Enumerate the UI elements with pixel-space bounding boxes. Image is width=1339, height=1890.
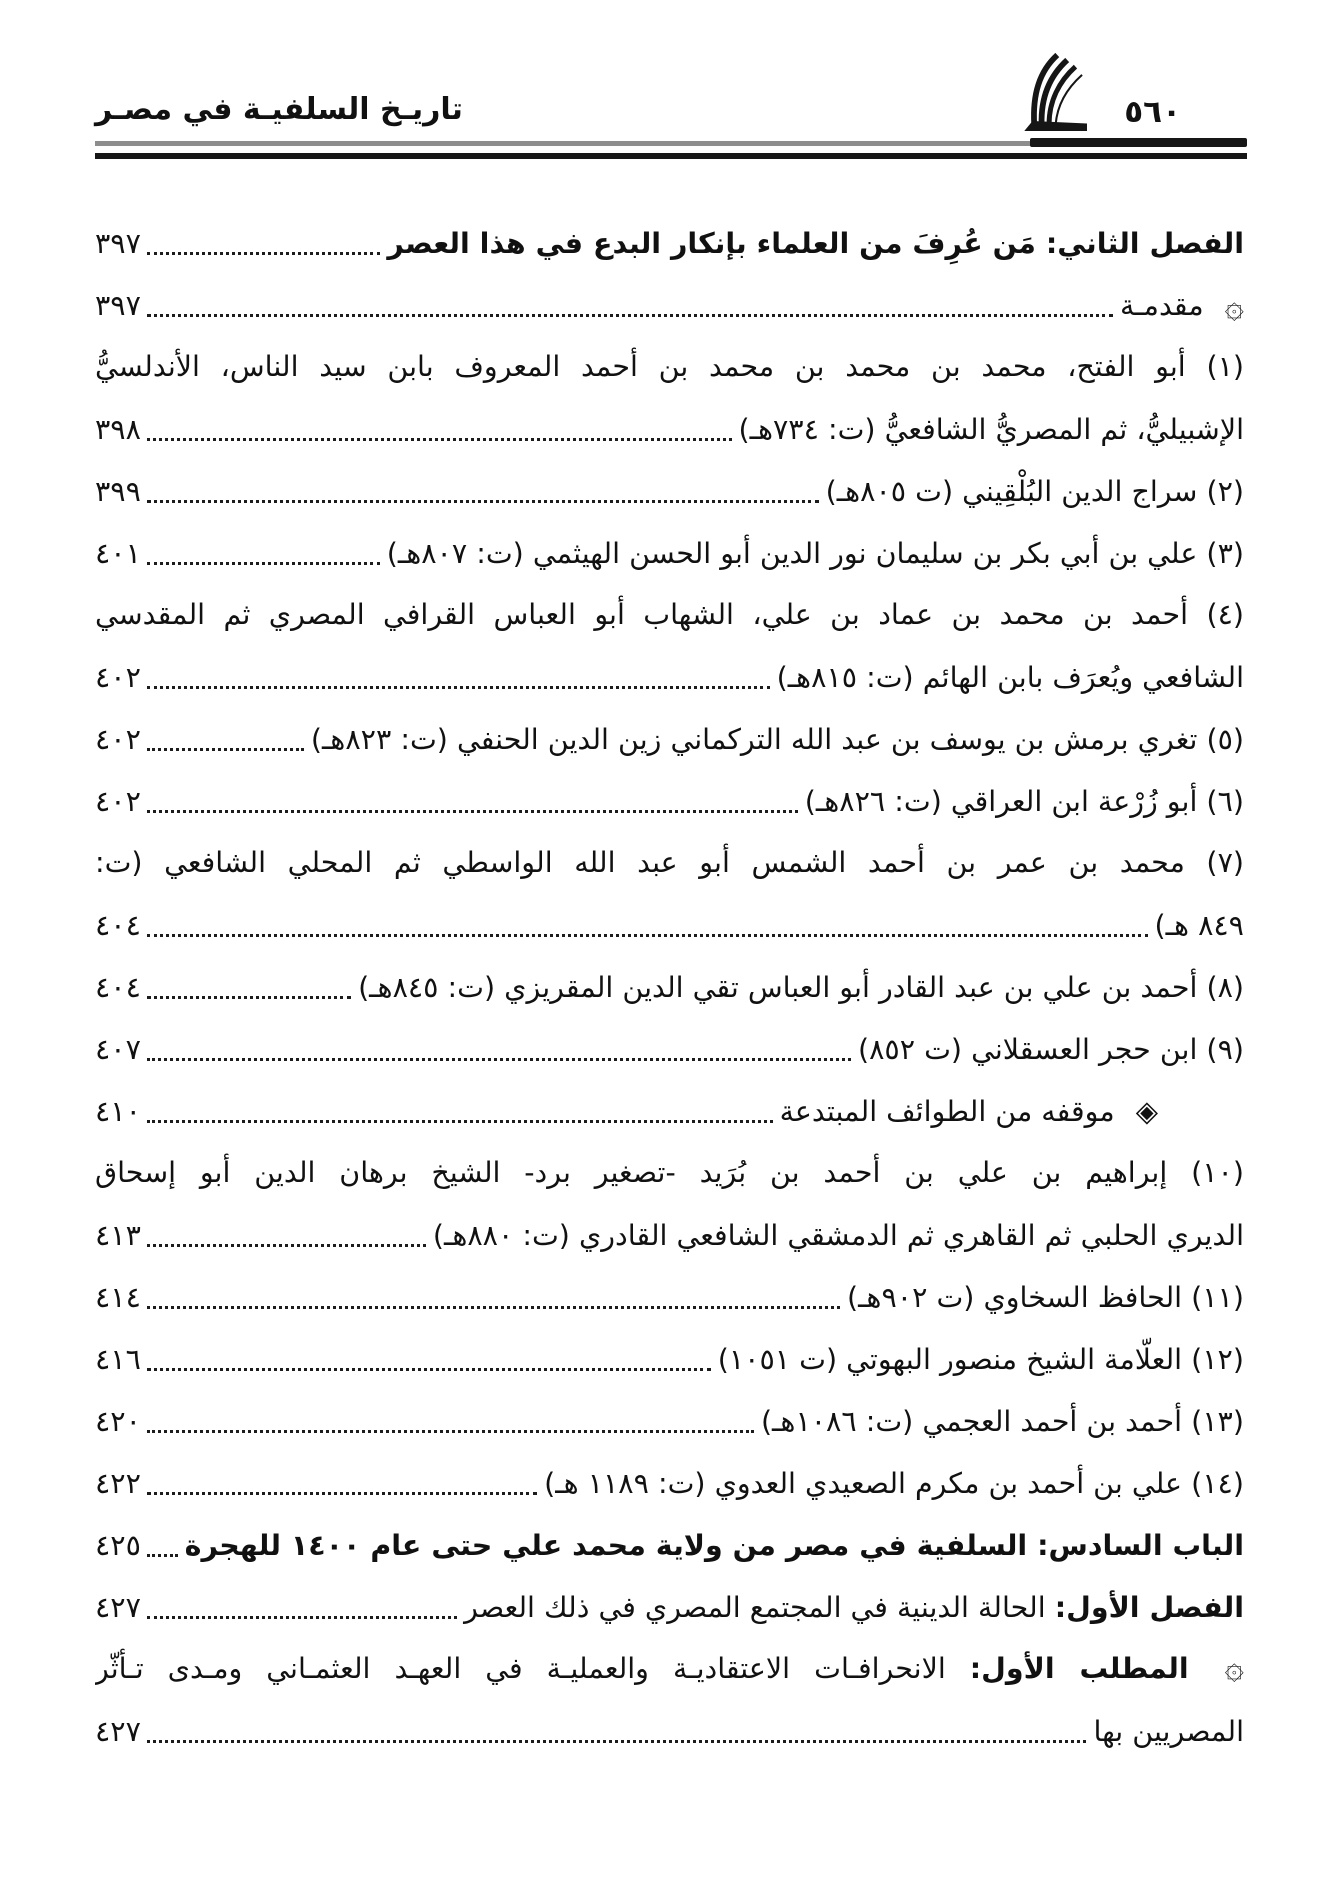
toc-entry bbox=[95, 274, 1244, 336]
entry-line-1 bbox=[95, 522, 1244, 584]
dot-leader bbox=[147, 252, 380, 255]
dot-leader bbox=[147, 1368, 711, 1371]
entry-page-number: ٣٩٧ bbox=[95, 288, 141, 322]
entry-line-1 bbox=[95, 1266, 1244, 1328]
entry-line-1 bbox=[95, 336, 1244, 398]
entry-title: (١٠) إبراهيم بن علي بن أحمد بن بُرَيد -تصغير برد- الشيخ برهان الدين أبو إسحاق bbox=[95, 1156, 1244, 1189]
dot-leader bbox=[147, 500, 819, 503]
entry-title-continued: ٨٤٩ هـ) bbox=[1154, 908, 1244, 942]
diamond-ornament-icon: ◈ bbox=[1135, 1093, 1158, 1128]
entry-page-number: ٣٩٩ bbox=[95, 474, 141, 508]
entry-line-1 bbox=[95, 832, 1244, 894]
entry-page-number: ٤١٠ bbox=[95, 1094, 141, 1128]
dot-leader bbox=[147, 1492, 537, 1495]
star-ornament-icon: ۞ bbox=[1224, 285, 1244, 325]
entry-title: (٩) ابن حجر العسقلاني (ت ٨٥٢) bbox=[857, 1032, 1244, 1066]
star-ornament-icon: ۞ bbox=[1224, 1647, 1244, 1686]
entry-page-number: ٤٠٧ bbox=[95, 1032, 141, 1066]
entry-line-2 bbox=[95, 398, 1244, 460]
dot-leader bbox=[147, 1244, 426, 1247]
entry-title-continued: المصريين بها bbox=[1093, 1714, 1244, 1748]
entry-title: (١١) الحافظ السخاوي (ت ٩٠٢هـ) bbox=[846, 1280, 1244, 1314]
dot-leader bbox=[147, 996, 351, 999]
entry-page-number: ٤٠٤ bbox=[95, 908, 141, 942]
entry-page-number: ٣٩٨ bbox=[95, 412, 141, 446]
entry-line-1 bbox=[95, 1452, 1244, 1514]
entry-title: (٢) سراج الدين البُلْقِيني (ت ٨٠٥هـ) bbox=[825, 474, 1244, 508]
entry-line-1 bbox=[95, 460, 1244, 522]
dot-leader bbox=[147, 1554, 178, 1557]
entry-title: (١) أبو الفتح، محمد بن محمد بن محمد بن أحمد المعروف بابن سيد الناس، الأندلسيُّ bbox=[95, 350, 1244, 383]
entry-title-continued: الشافعي ويُعرَف بابن الهائم (ت: ٨١٥هـ) bbox=[776, 660, 1244, 694]
entry-line-2 bbox=[95, 894, 1244, 956]
dot-leader bbox=[147, 438, 732, 441]
entry-page-number: ٤٠٢ bbox=[95, 784, 141, 818]
entry-line-1 bbox=[95, 584, 1244, 646]
dot-leader bbox=[147, 1616, 457, 1619]
toc-entry bbox=[95, 1452, 1244, 1514]
dot-leader bbox=[147, 1058, 851, 1061]
toc-entry bbox=[95, 584, 1244, 708]
entry-title: (٧) محمد بن عمر بن أحمد الشمس أبو عبد الله الواسطي ثم المحلي الشافعي (ت: bbox=[95, 846, 1244, 879]
entry-line-1 bbox=[95, 1638, 1244, 1700]
entry-title: (٥) تغري برمش بن يوسف بن عبد الله التركماني زين الدين الحنفي (ت: ٨٢٣هـ) bbox=[310, 722, 1244, 756]
entry-page-number: ٤٠٢ bbox=[95, 722, 141, 756]
toc-entry bbox=[95, 1142, 1244, 1266]
header-rule-black bbox=[95, 153, 1247, 159]
entry-page-number: ٤٠٢ bbox=[95, 660, 141, 694]
entry-title: (١٤) علي بن أحمد بن مكرم الصعيدي العدوي (ت: ١١٨٩ هـ) bbox=[544, 1466, 1244, 1500]
toc-entry bbox=[95, 212, 1244, 274]
entry-line-1 bbox=[95, 212, 1244, 274]
toc-entry bbox=[95, 1638, 1244, 1762]
dot-leader bbox=[147, 1120, 773, 1123]
book-title: تاريـخ السلفيـة في مصـر bbox=[95, 92, 463, 127]
entry-label: الفصل الأول: bbox=[1054, 1590, 1244, 1624]
entry-title: الحالة الدينية في المجتمع المصري في ذلك العصر bbox=[464, 1590, 1046, 1624]
dot-leader bbox=[147, 1306, 840, 1309]
entry-line-2 bbox=[95, 1204, 1244, 1266]
entry-title: (٣) علي بن أبي بكر بن سليمان نور الدين أبو الحسن الهيثمي (ت: ٨٠٧هـ) bbox=[386, 536, 1244, 570]
entry-title: موقفه من الطوائف المبتدعة bbox=[779, 1094, 1115, 1128]
header-rule-gray bbox=[95, 141, 1040, 146]
entry-title: (١٢) العلّامة الشيخ منصور البهوتي (ت ١٠٥١) bbox=[717, 1342, 1244, 1376]
entry-page-number: ٤٢٢ bbox=[95, 1466, 141, 1500]
entry-line-1 bbox=[95, 770, 1244, 832]
entry-title: الفصل الثاني: مَن عُرِفَ من العلماء بإنكار البدع في هذا العصر bbox=[387, 226, 1244, 260]
dot-leader bbox=[147, 686, 770, 689]
entry-title: الباب السادس: السلفية في مصر من ولاية محمد علي حتى عام ١٤٠٠ للهجرة bbox=[184, 1528, 1244, 1562]
entry-page-number: ٤٠٤ bbox=[95, 970, 141, 1004]
entry-title: (١٣) أحمد بن أحمد العجمي (ت: ١٠٨٦هـ) bbox=[760, 1404, 1244, 1438]
toc-entry bbox=[95, 832, 1244, 956]
dot-leader bbox=[147, 314, 1113, 317]
entry-line-2 bbox=[95, 646, 1244, 708]
entry-page-number: ٤٢٠ bbox=[95, 1404, 141, 1438]
dot-leader bbox=[147, 934, 1148, 937]
entry-page-number: ٤٢٧ bbox=[95, 1714, 141, 1748]
dot-leader bbox=[147, 810, 798, 813]
entry-title: (٨) أحمد بن علي بن عبد القادر أبو العباس تقي الدين المقريزي (ت: ٨٤٥هـ) bbox=[358, 970, 1244, 1004]
dot-leader bbox=[147, 1430, 754, 1433]
toc-entry bbox=[95, 708, 1244, 770]
entry-line-1 bbox=[95, 956, 1244, 1018]
dot-leader bbox=[147, 1740, 1087, 1743]
toc-entry bbox=[95, 1018, 1244, 1080]
entry-title-continued: الديري الحلبي ثم القاهري ثم الدمشقي الشافعي القادري (ت: ٨٨٠هـ) bbox=[432, 1218, 1244, 1252]
dot-leader bbox=[147, 748, 304, 751]
entry-page-number: ٤١٦ bbox=[95, 1342, 141, 1376]
toc-entry bbox=[95, 1266, 1244, 1328]
entry-title: الانحرافـات الاعتقاديـة والعمليـة في العهـد العثمـاني ومـدى تـأثّر bbox=[95, 1652, 946, 1685]
entry-line-1 bbox=[95, 708, 1244, 770]
entry-label: المطلب الأول: bbox=[969, 1652, 1189, 1685]
entry-line-1 bbox=[95, 1018, 1244, 1080]
toc bbox=[95, 212, 1244, 1762]
toc-entry bbox=[95, 1080, 1244, 1142]
toc-entry bbox=[95, 770, 1244, 832]
entry-page-number: ٤٢٧ bbox=[95, 1590, 141, 1624]
entry-line-2 bbox=[95, 1700, 1244, 1762]
entry-page-number: ٤١٤ bbox=[95, 1280, 141, 1314]
entry-page-number: ٤٢٥ bbox=[95, 1528, 141, 1562]
entry-line-1 bbox=[95, 274, 1244, 336]
entry-page-number: ٤١٣ bbox=[95, 1218, 141, 1252]
entry-page-number: ٤٠١ bbox=[95, 536, 141, 570]
toc-entry bbox=[95, 1514, 1244, 1576]
entry-line-1 bbox=[95, 1080, 1244, 1142]
fanned-pages-icon bbox=[1021, 44, 1087, 142]
entry-title-continued: الإشبيليُّ، ثم المصريُّ الشافعيُّ (ت: ٧٣٤هـ) bbox=[738, 412, 1244, 446]
toc-entry bbox=[95, 460, 1244, 522]
entry-page-number: ٣٩٧ bbox=[95, 226, 141, 260]
toc-entry bbox=[95, 956, 1244, 1018]
entry-line-1 bbox=[95, 1390, 1244, 1452]
dot-leader bbox=[147, 562, 380, 565]
entry-title: (٤) أحمد بن محمد بن عماد بن علي، الشهاب أبو العباس القرافي المصري ثم المقدسي bbox=[95, 598, 1244, 631]
toc-entry bbox=[95, 336, 1244, 460]
entry-line-1 bbox=[95, 1328, 1244, 1390]
toc-entry bbox=[95, 1328, 1244, 1390]
toc-entry bbox=[95, 1576, 1244, 1638]
entry-line-1 bbox=[95, 1576, 1244, 1638]
entry-title: مقدمـة bbox=[1120, 288, 1204, 322]
toc-entry bbox=[95, 1390, 1244, 1452]
entry-title: (٦) أبو زُرْعة ابن العراقي (ت: ٨٢٦هـ) bbox=[804, 784, 1244, 818]
toc-entry bbox=[95, 522, 1244, 584]
entry-line-1 bbox=[95, 1514, 1244, 1576]
entry-line-1 bbox=[95, 1142, 1244, 1204]
page-number: ٥٦٠ bbox=[1124, 94, 1181, 130]
header-rule-icon-base bbox=[1030, 138, 1247, 147]
